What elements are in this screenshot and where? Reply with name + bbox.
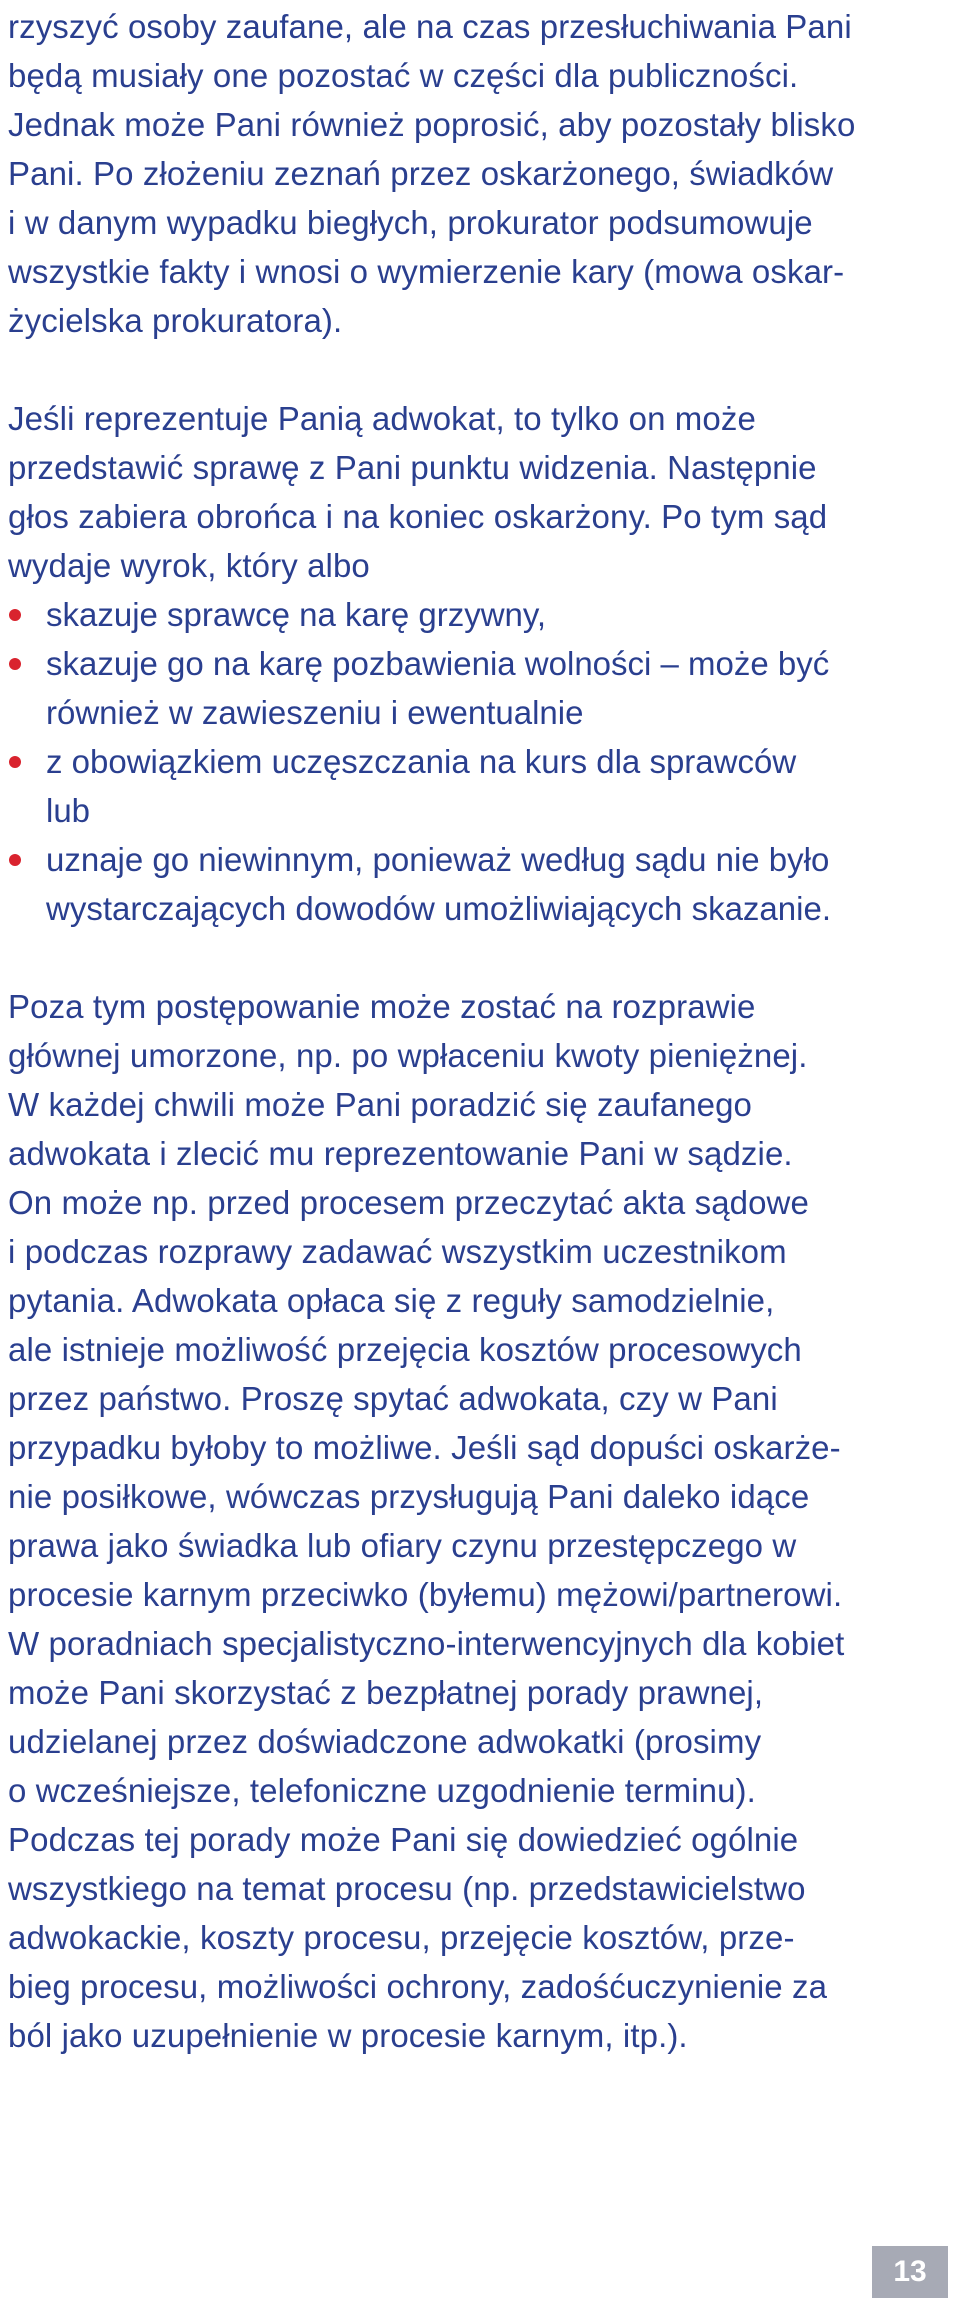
text-line: będą musiały one pozostać w części dla publiczności. xyxy=(8,57,799,94)
text-line: Jednak może Pani również poprosić, aby pozostały blisko xyxy=(8,106,856,143)
list-item xyxy=(8,590,952,639)
list-item-text: lub xyxy=(46,792,91,829)
document-page xyxy=(8,0,952,2060)
paragraph-1 xyxy=(8,0,952,345)
paragraph-spacer xyxy=(8,345,952,394)
text-line: o wcześniejsze, telefoniczne uzgodnienie terminu). xyxy=(8,1772,756,1809)
list-item xyxy=(8,639,952,737)
text-line: może Pani skorzystać z bezpłatnej porady prawnej, xyxy=(8,1674,764,1711)
text-line: przypadku byłoby to możliwe. Jeśli sąd dopuści oskarże- xyxy=(8,1429,841,1466)
text-line: głos zabiera obrońca i na koniec oskarżony. Po tym sąd xyxy=(8,498,828,535)
text-line: i podczas rozprawy zadawać wszystkim uczestnikom xyxy=(8,1233,787,1270)
text-line: ból jako uzupełnienie w procesie karnym, itp.). xyxy=(8,2017,688,2054)
verdict-options-list xyxy=(8,590,952,933)
text-line: głównej umorzone, np. po wpłaceniu kwoty pieniężnej. xyxy=(8,1037,808,1074)
text-line: W poradniach specjalistyczno-interwencyjnych dla kobiet xyxy=(8,1625,845,1662)
paragraph-2 xyxy=(8,394,952,590)
bullet-dot-icon xyxy=(9,658,21,670)
text-line: wszystkiego na temat procesu (np. przedstawicielstwo xyxy=(8,1870,806,1907)
text-line: udzielanej przez doświadczone adwokatki (prosimy xyxy=(8,1723,762,1760)
text-line: W każdej chwili może Pani poradzić się zaufanego xyxy=(8,1086,752,1123)
list-item-text: uznaje go niewinnym, ponieważ według sądu nie było xyxy=(46,841,830,878)
text-line: adwokackie, koszty procesu, przejęcie kosztów, prze- xyxy=(8,1919,795,1956)
list-item-text: skazuje go na karę pozbawienia wolności – może być xyxy=(46,645,830,682)
text-line: bieg procesu, możliwości ochrony, zadośćuczynienie za xyxy=(8,1968,828,2005)
text-line: adwokata i zlecić mu reprezentowanie Pani w sądzie. xyxy=(8,1135,793,1172)
text-line: pytania. Adwokata opłaca się z reguły samodzielnie, xyxy=(8,1282,775,1319)
text-line: ale istnieje możliwość przejęcia kosztów procesowych xyxy=(8,1331,802,1368)
text-line: nie posiłkowe, wówczas przysługują Pani daleko idące xyxy=(8,1478,810,1515)
text-line: przez państwo. Proszę spytać adwokata, czy w Pani xyxy=(8,1380,778,1417)
text-line: Podczas tej porady może Pani się dowiedzieć ogólnie xyxy=(8,1821,799,1858)
list-item-text: również w zawieszeniu i ewentualnie xyxy=(46,694,584,731)
text-line: i w danym wypadku biegłych, prokurator podsumowuje xyxy=(8,204,813,241)
text-line: prawa jako świadka lub ofiary czynu przestępczego w xyxy=(8,1527,797,1564)
text-line: Jeśli reprezentuje Panią adwokat, to tylko on może xyxy=(8,400,756,437)
page-number: 13 xyxy=(872,2246,948,2298)
text-line: Pani. Po złożeniu zeznań przez oskarżonego, świadków xyxy=(8,155,834,192)
bullet-dot-icon xyxy=(9,756,21,768)
text-line: wszystkie fakty i wnosi o wymierzenie kary (mowa oskar- xyxy=(8,253,845,290)
list-item-text: z obowiązkiem uczęszczania na kurs dla sprawców xyxy=(46,743,797,780)
text-line: wydaje wyrok, który albo xyxy=(8,547,370,584)
list-item-text: wystarczających dowodów umożliwiających skazanie. xyxy=(46,890,831,927)
text-line: rzyszyć osoby zaufane, ale na czas przesłuchiwania Pani xyxy=(8,8,852,45)
text-line: przedstawić sprawę z Pani punktu widzenia. Następnie xyxy=(8,449,817,486)
paragraph-3 xyxy=(8,982,952,2060)
list-item-text: skazuje sprawcę na karę grzywny, xyxy=(46,596,547,633)
text-line: życielska prokuratora). xyxy=(8,302,343,339)
bullet-dot-icon xyxy=(9,609,21,621)
text-line: Poza tym postępowanie może zostać na rozprawie xyxy=(8,988,756,1025)
text-line: procesie karnym przeciwko (byłemu) mężowi/partnerowi. xyxy=(8,1576,843,1613)
paragraph-spacer xyxy=(8,933,952,982)
list-item xyxy=(8,835,952,933)
list-item xyxy=(8,737,952,835)
bullet-dot-icon xyxy=(9,854,21,866)
text-line: On może np. przed procesem przeczytać akta sądowe xyxy=(8,1184,809,1221)
